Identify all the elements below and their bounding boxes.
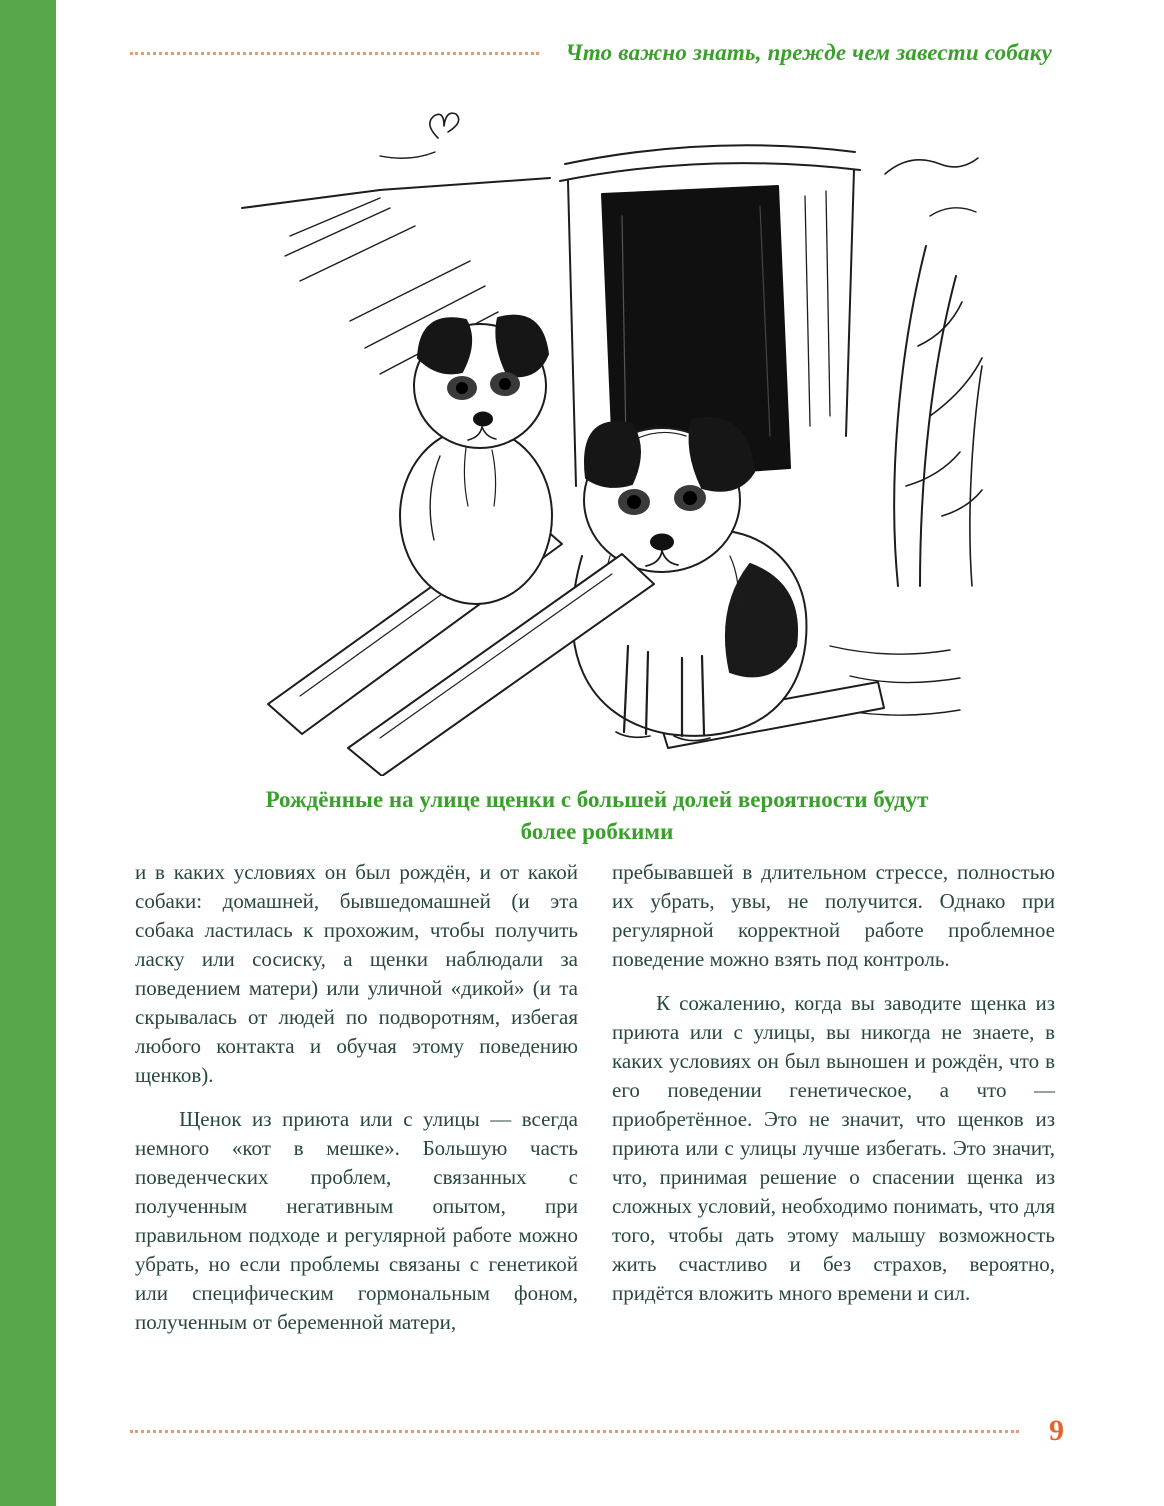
illustration-caption (140, 784, 1054, 848)
paragraph: Щенок из приюта или с улицы — всегда немного «кот в мешке». Большую часть поведенческих проблем, связанных с полученным негативным опытом, при правильном подходе и регулярной работе можно убрать, но если проблемы связаны с генетикой или специфическим гормональным фоном, полученным от беременной матери, (135, 1107, 578, 1334)
page-number: 9 (1049, 1414, 1064, 1447)
caption-line-1: Рождённые на улице щенки с большей долей вероятности будут (265, 787, 929, 812)
right-column (612, 858, 1055, 1337)
puppies-sketch-drawing (230, 86, 990, 776)
puppies-illustration (230, 86, 990, 776)
header-dotted-rule (130, 52, 539, 55)
footer-dotted-rule (130, 1430, 1019, 1433)
page-header (130, 40, 1052, 66)
left-column (135, 858, 578, 1337)
body-columns (135, 858, 1055, 1337)
paragraph: пребывавшей в длительном стрессе, полностью их убрать, увы, не получится. Однако при регулярной корректной работе проблемное поведение можно взять под контроль. (612, 860, 1055, 971)
green-edge-bar (0, 0, 56, 1506)
page-footer (130, 1416, 1064, 1446)
header-running-title: Что важно знать, прежде чем завести собаку (565, 40, 1052, 65)
paragraph: К сожалению, когда вы заводите щенка из приюта или с улицы, вы никогда не знаете, в каких условиях он был выношен и рождён, что в его поведении генетическое, а что — приобретённое. Это не значит, что щенков из приюта или с улицы лучше избегать. Это значит, что, принимая решение о спасении щенка из сложных условий, необходимо понимать, что для того, чтобы дать этому малышу возможность жить счастливо и без страхов, вероятно, придётся вложить много времени и сил. (612, 991, 1055, 1305)
paragraph: и в каких условиях он был рождён, и от какой собаки: домашней, бывшедомашней (и эта собака ластилась к прохожим, чтобы получить ласку или сосиску, а щенки наблюдали за поведением матери) или уличной «дикой» (и та скрывалась от людей по подворотням, избегая любого контакта и обучая этому поведению щенков). (135, 860, 578, 1087)
caption-line-2: более робкими (520, 819, 674, 845)
